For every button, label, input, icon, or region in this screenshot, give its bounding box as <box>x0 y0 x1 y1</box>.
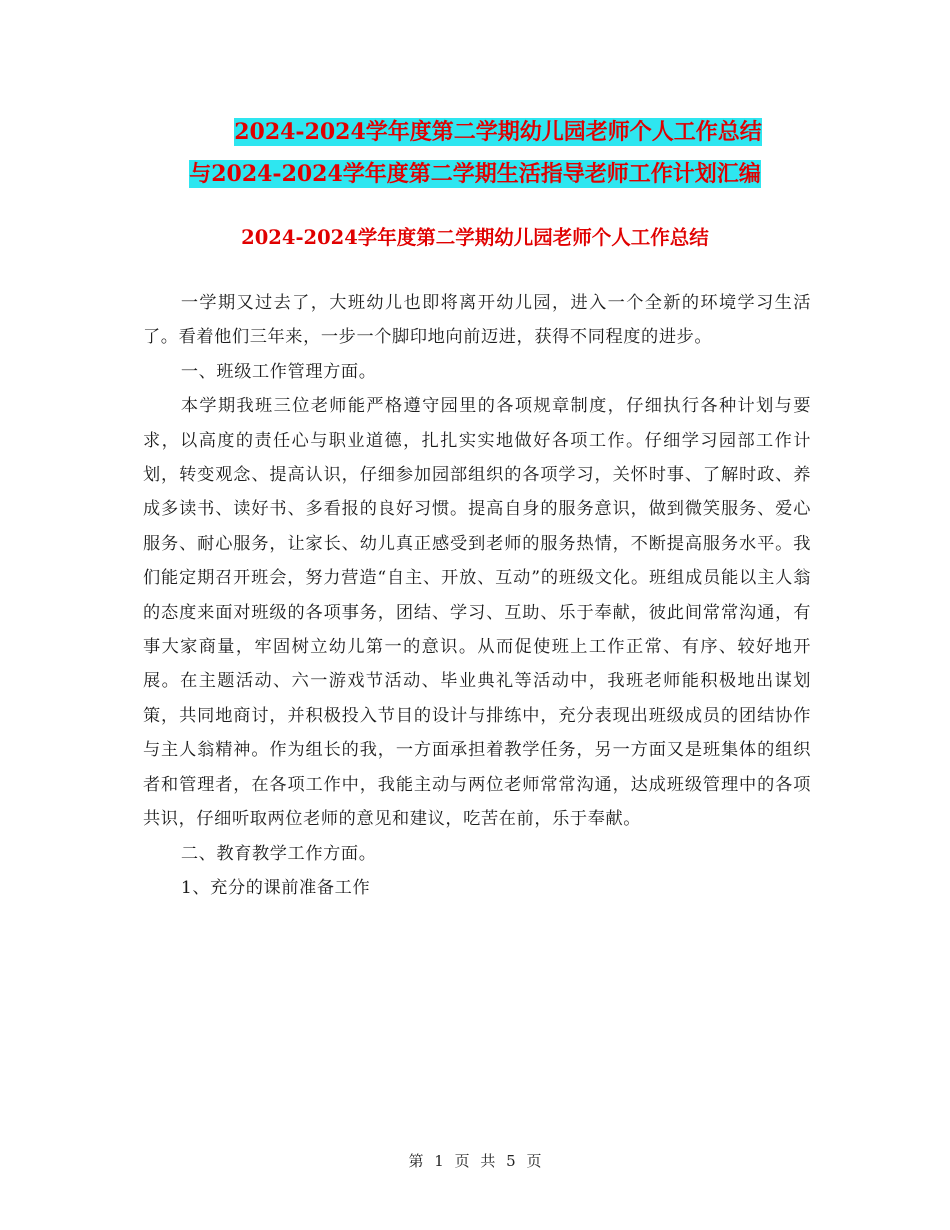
section-title: 2024-2024学年度第二学期幼儿园老师个人工作总结 <box>241 226 709 249</box>
heading-lesson-preparation: 1、充分的课前准备工作 <box>180 877 371 898</box>
paragraph-class-management: 本学期我班三位老师能严格遵守园里的各项规章制度，仔细执行各种计划与要求，以高度的责任心与职业道德，扎扎实实地做好各项工作。仔细学习园部工作计划，转变观念、提高认识，仔细参加园部组织的各项学习，关怀时事、了解时政、养成多读书、读好书、多看报的良好习惯。提高自身的服务意识，做到微笑服务、爱心服务、耐心服务，让家长、幼儿真正感受到老师的服务热情，不断提高服务水平。我们能定期召开班会，努力营造“自主、开放、互动”的班级文化。班组成员能以主人翁的态度来面对班级的各项事务，团结、学习、互助、乐于奉献，彼此间常常沟通，有事大家商量，牢固树立幼儿第一的意识。从而促使班上工作正常、有序、较好地开展。在主题活动、六一游戏节活动、毕业典礼等活动中，我班老师能积极地出谋划策，共同地商讨，并积极投入节目的设计与排练中，充分表现出班级成员的团结协作与主人翁精神。作为组长的我，一方面承担着教学任务，另一方面又是班集体的组织者和管理者，在各项工作中，我能主动与两位老师常常沟通，达成班级管理中的各项共识，仔细听取两位老师的意见和建议，吃苦在前，乐于奉献。 <box>143 396 811 830</box>
main-title-line-2 <box>0 155 950 193</box>
main-title-line-1 <box>0 113 950 151</box>
page-footer: 第 1 页 共 5 页 <box>408 1152 542 1170</box>
heading-class-management: 一、班级工作管理方面。 <box>180 361 377 382</box>
main-title-line-1-text: 2024-2024学年度第二学期幼儿园老师个人工作总结 <box>234 119 762 145</box>
body-text <box>143 286 811 905</box>
main-title-line-2-text: 与2024-2024学年度第二学期生活指导老师工作计划汇编 <box>189 161 761 187</box>
heading-teaching-work: 二、教育教学工作方面。 <box>180 843 377 864</box>
paragraph-intro: 一学期又过去了，大班幼儿也即将离开幼儿园，进入一个全新的环境学习生活了。看着他们三年来，一步一个脚印地向前迈进，获得不同程度的进步。 <box>143 293 811 348</box>
